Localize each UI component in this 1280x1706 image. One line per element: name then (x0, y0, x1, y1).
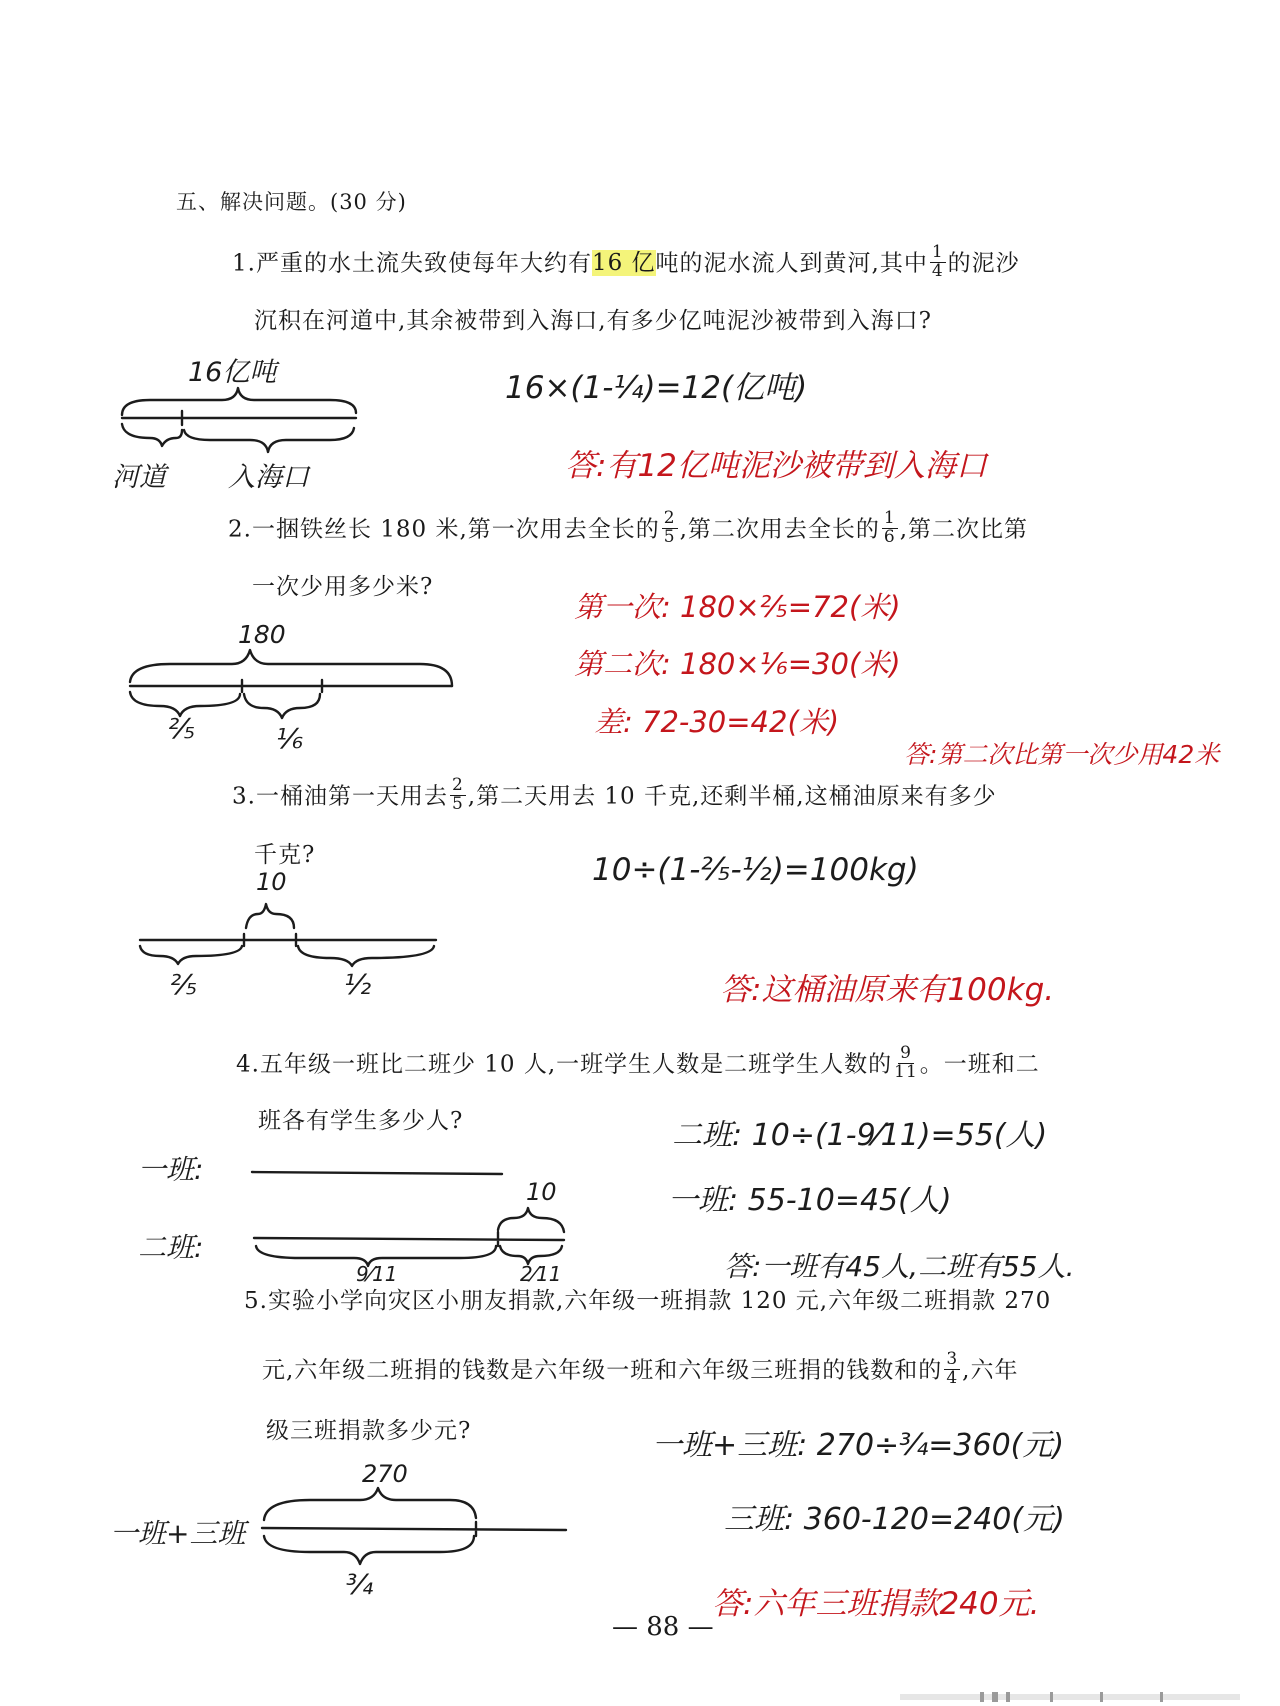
q1-text-post: 的泥沙 (947, 250, 1020, 277)
q3-fraction: $\frac{2}{5}$ (451, 775, 464, 814)
q5-text-post: ,六年 (962, 1357, 1019, 1384)
q4-diagram-label-2: 2⁄11 (520, 1262, 562, 1286)
q5-diagram-left-label: 一班+三班 (110, 1517, 246, 1550)
q2-work-3: 差: 72-30=42(米) (594, 705, 840, 739)
q3-diagram-label-1: ⅖ (170, 968, 198, 1001)
q5-line-diagram (262, 1488, 566, 1564)
q5-answer: 答:六年三班捐款240元. (712, 1586, 1040, 1622)
question-5-line-1: 5.实验小学向灾区小朋友捐款,六年级一班捐款 120 元,六年级二班捐款 270 (244, 1288, 1052, 1314)
scan-bar (900, 1692, 1240, 1702)
q4-diagram-label-1: 9⁄11 (356, 1262, 398, 1286)
q4-brace-left (256, 1246, 496, 1266)
q4-line-diagram (252, 1172, 564, 1266)
question-4-line-2: 班各有学生多少人? (258, 1108, 464, 1134)
q4-class1-line (252, 1172, 502, 1174)
q1-line-diagram (122, 388, 356, 452)
q1-diagram-total: 16亿吨 (188, 357, 277, 388)
q1-brace-right (184, 428, 354, 452)
q3-brace-top (246, 904, 294, 928)
q3-diagram-label-2: ½ (344, 968, 372, 1001)
q4-answer: 答:一班有45人,二班有55人. (724, 1250, 1075, 1283)
q4-brace-top (498, 1208, 564, 1232)
q5-diagram-total: 270 (362, 1460, 408, 1488)
q2-brace-right (244, 694, 320, 718)
q3-line-diagram (140, 904, 436, 966)
q3-diagram-top: 10 (256, 868, 287, 896)
question-1-line-2: 沉积在河道中,其余被带到入海口,有多少亿吨泥沙被带到入海口? (254, 308, 932, 334)
q2-answer: 答:第二次比第一次少用42米 (904, 740, 1220, 769)
q3-brace-right (298, 946, 434, 966)
q1-diagram-left-label: 河道 (112, 462, 166, 493)
q1-segment-line (122, 411, 356, 425)
section-title: 五、解决问题。(30 分) (176, 190, 407, 214)
q4-brace-right (500, 1246, 562, 1264)
q2-line-diagram (130, 650, 452, 718)
q3-segment-line (140, 934, 436, 946)
q1-diagram-right-label: 入海口 (228, 462, 309, 493)
q2-fraction-2: $\frac{1}{6}$ (883, 508, 896, 547)
page-number: — 88 — (612, 1612, 714, 1642)
q3-text-post: ,第二天用去 10 千克,还剩半桶,这桶油原来有多少 (467, 783, 997, 810)
q2-text-post: ,第二次比第 (899, 516, 1029, 543)
question-3-line-2: 千克? (254, 842, 316, 868)
q5-brace-top (264, 1488, 476, 1520)
question-5-line-3: 级三班捐款多少元? (266, 1418, 472, 1444)
q2-text-mid: ,第二次用去全长的 (679, 516, 880, 543)
q5-brace-bottom (264, 1536, 474, 1564)
q2-fraction-1: $\frac{2}{5}$ (663, 508, 676, 547)
q5-fraction: $\frac{3}{4}$ (946, 1349, 959, 1388)
q4-diagram-top: 10 (526, 1178, 557, 1206)
q4-diagram-class-2: 二班: (138, 1231, 204, 1264)
q1-highlight: 16 亿 (591, 250, 656, 277)
q3-answer: 答:这桶油原来有100kg. (720, 972, 1055, 1008)
q1-text-pre: 1.严重的水土流失致使每年大约有 (232, 250, 592, 277)
q4-work-2: 一班: 55-10=45(人) (668, 1183, 952, 1218)
q2-diagram-label-1: ⅖ (168, 712, 196, 745)
q2-diagram-total: 180 (238, 620, 286, 649)
q1-answer: 答:有12亿吨泥沙被带到入海口 (565, 448, 987, 484)
q2-work-1: 第一次: 180×⅖=72(米) (574, 590, 901, 624)
q4-fraction: $\frac{9}{11}$ (894, 1043, 918, 1082)
q4-class2-line (254, 1232, 564, 1246)
q4-diagram-class-1: 一班: (138, 1153, 204, 1186)
q1-fraction: $\frac{1}{4}$ (931, 242, 944, 281)
q3-text-pre: 3.一桶油第一天用去 (232, 783, 448, 810)
q1-brace-top (122, 388, 356, 415)
q1-work: 16×(1-¼)=12(亿吨) (505, 370, 808, 406)
q2-brace-left (130, 692, 240, 716)
q4-text-pre: 4.五年级一班比二班少 10 人,一班学生人数是二班学生人数的 (236, 1051, 893, 1078)
q4-work-1: 二班: 10÷(1-9⁄11)=55(人) (672, 1118, 1048, 1153)
q5-segment-line (262, 1522, 566, 1536)
q5-text-pre: 元,六年级二班捐的钱数是六年级一班和六年级三班捐的钱数和的 (262, 1357, 943, 1384)
q2-text-pre: 2.一捆铁丝长 180 米,第一次用去全长的 (228, 516, 660, 543)
q3-brace-left (140, 946, 242, 964)
q5-work-1: 一班+三班: 270÷¾=360(元) (652, 1428, 1065, 1463)
q2-work-2: 第二次: 180×⅙=30(米) (574, 647, 901, 681)
q4-text-post: 。一班和二 (919, 1051, 1040, 1078)
q1-text-mid: 吨的泥水流人到黄河,其中 (655, 250, 928, 277)
q2-diagram-label-2: ⅙ (276, 722, 304, 755)
q2-brace-top (130, 650, 452, 686)
q1-brace-left (122, 424, 182, 446)
q5-diagram-label: ¾ (346, 1568, 374, 1601)
q5-work-2: 三班: 360-120=240(元) (724, 1502, 1065, 1537)
question-2-line-2: 一次少用多少米? (252, 574, 434, 600)
q3-work: 10÷(1-⅖-½)=100kg) (592, 852, 919, 888)
q2-segment-line (130, 680, 452, 692)
